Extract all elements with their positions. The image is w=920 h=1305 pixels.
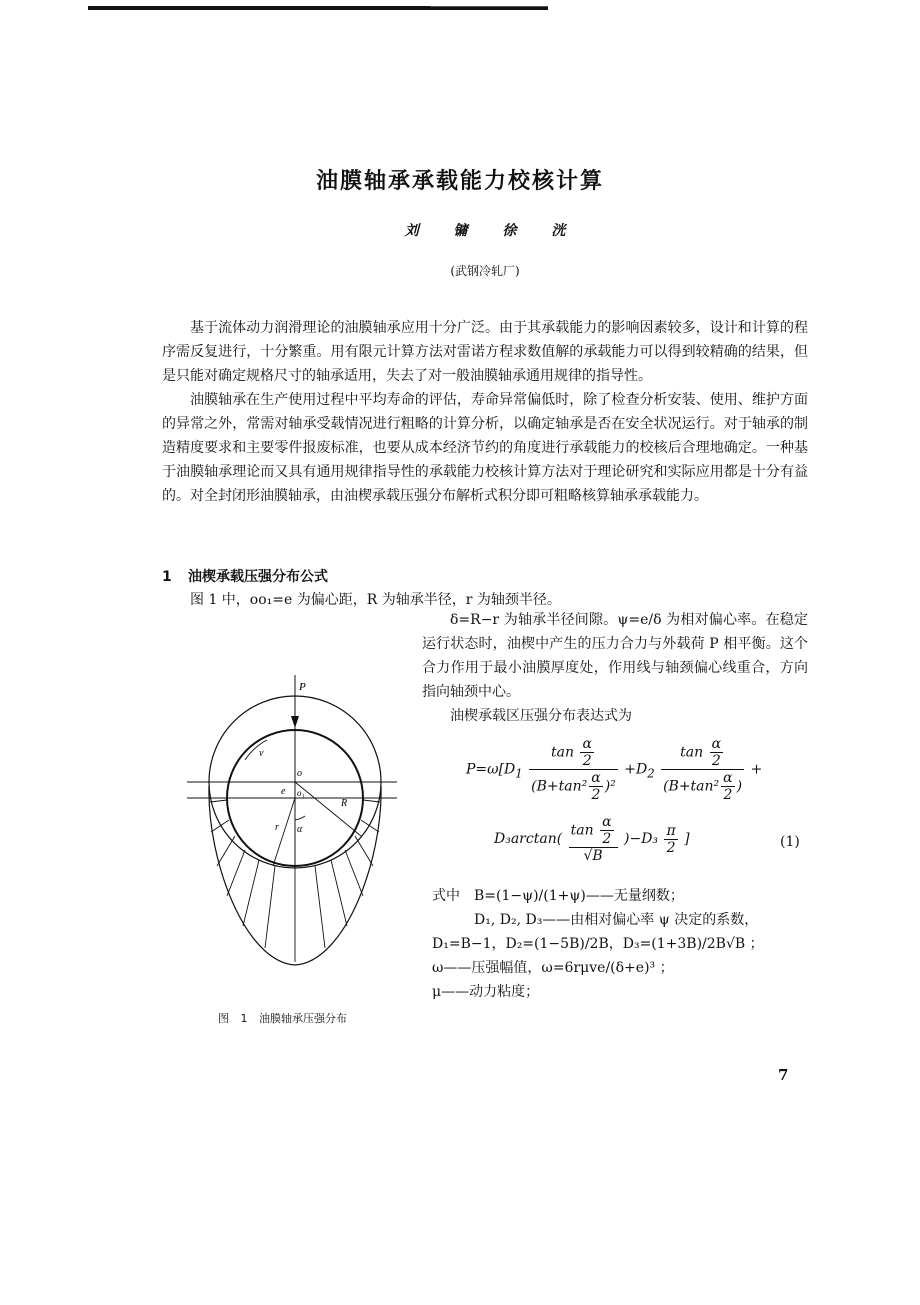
equation-1-line-2: D₃arctan( tan $\frac{\alpha}{2}$ √B )−D₃ $\frac{\pi}{2}$ ] — [494, 814, 690, 864]
article-title: 油膜轴承承载能力校核计算 — [315, 169, 604, 194]
legend-row-D: D₁, D₂, D₃——由相对偏心率 ψ 决定的系数， — [432, 912, 759, 928]
eq-arctan: D₃arctan( — [494, 831, 563, 847]
figure-1 — [175, 670, 405, 974]
label-e: e — [281, 786, 286, 797]
right-column-text — [422, 608, 808, 728]
equation-1-line-1: $P=\omega[D_1$ tan $\frac{\alpha}{2}$ (B+tan² $\frac{\alpha}{2}$ )² $+D_2$ tan $\frac{\alpha}{2}$ (B+tan² $\frac{\alpha}{2}$ ) + — [466, 736, 763, 803]
legend-row-D-values: D₁=B−1，D₂=(1−5B)/2B，D₃=(1+3B)/2B√B ； — [432, 936, 764, 952]
legend-row-B: 式中 B=(1−ψ)/(1+ψ)——无量纲数； — [432, 888, 684, 904]
page-number: 7 — [778, 1066, 789, 1084]
label-v: v — [259, 748, 264, 759]
eq-sub1: 1 — [515, 766, 523, 781]
legend-row-omega: ω——压强幅值，ω=6rμve/(δ+e)³ ； — [432, 960, 674, 976]
figure-caption: 图 1 油膜轴承压强分布 — [218, 1012, 347, 1025]
label-o1: o₁ — [297, 788, 305, 798]
label-o: o — [297, 768, 302, 779]
bearing-pressure-diagram — [175, 670, 405, 970]
affiliation: (武钢冷轧厂) — [450, 264, 520, 278]
section-title: 油楔承载压强分布公式 — [188, 569, 328, 585]
top-rule-thin — [430, 6, 548, 7]
load-arrow — [291, 716, 299, 728]
figure-intro-text: 图 1 中，oo₁=e 为偏心距，R 为轴承半径，r 为轴颈半径。 — [190, 592, 561, 608]
bearing-radius-line — [295, 782, 361, 836]
section-number: 1 — [162, 569, 172, 585]
eq-lhs: P=ω[D — [466, 761, 516, 778]
right-paragraph-2: 油楔承载区压强分布表达式为 — [450, 708, 632, 724]
label-P: P — [299, 681, 306, 693]
eq-frac-pi: $\frac{\pi}{2}$ — [666, 822, 676, 856]
eq-frac-1: tan $\frac{\alpha}{2}$ (B+tan² $\frac{\alpha}{2}$ )² — [531, 736, 616, 803]
eq-frac-2: tan $\frac{\alpha}{2}$ (B+tan² $\frac{\alpha}{2}$ ) — [663, 736, 743, 803]
equation-legend — [432, 884, 812, 1004]
equation-number: (1) — [780, 834, 800, 850]
eq-plus-d2: +D — [624, 761, 648, 778]
eq-plus: + — [750, 761, 763, 778]
legend-row-mu: μ——动力粘度； — [432, 984, 540, 1000]
angle-arc — [295, 816, 305, 820]
paragraph-1: 基于流体动力润滑理论的油膜轴承应用十分广泛。由于其承载能力的影响因素较多，设计和计算的程序需反复进行，十分繁重。用有限元计算方法对雷诺方程求数值解的承载能力可以得到较精确的结果，但是只能对确定规格尺寸的轴承适用，失去了对一般油膜轴承通用规律的指导性。 — [162, 320, 808, 384]
authors: 刘 镛 徐 洸 — [404, 223, 566, 239]
label-r: r — [275, 822, 279, 833]
intro-text — [162, 316, 808, 508]
section-heading — [162, 566, 328, 586]
paragraph-2: 油膜轴承在生产使用过程中平均寿命的评估，寿命异常偏低时，除了检查分析安装、使用、维护方面的异常之外，常需对轴承受载情况进行粗略的计算分析，以确定轴承是否在安全状况运行。对于轴承的制造精度要求和主要零件报废标准，也要从成本经济节约的角度进行承载能力的校核后合理地确定。一种基于油膜轴承理论而又具有通用规律指导性的承载能力校核计算方法对于理论研究和实际应用都是十分有益的。对全封闭形油膜轴承，由油楔承载压强分布解析式积分即可粗略核算轴承承载能力。 — [162, 392, 808, 504]
eq-minus-d3: )−D₃ — [624, 831, 659, 847]
label-R: R — [341, 798, 348, 809]
right-paragraph-1: δ=R−r 为轴承半径间隙。ψ=e/δ 为相对偏心率。在稳定运行状态时，油楔中产生的压力合力与外载荷 P 相平衡。这个合力作用于最小油膜厚度处，作用线与轴颈偏心线重合，方向指向轴颈中心。 — [422, 612, 808, 700]
label-alpha: α — [297, 824, 303, 835]
eq-frac-3: tan $\frac{\alpha}{2}$ √B — [569, 814, 618, 864]
